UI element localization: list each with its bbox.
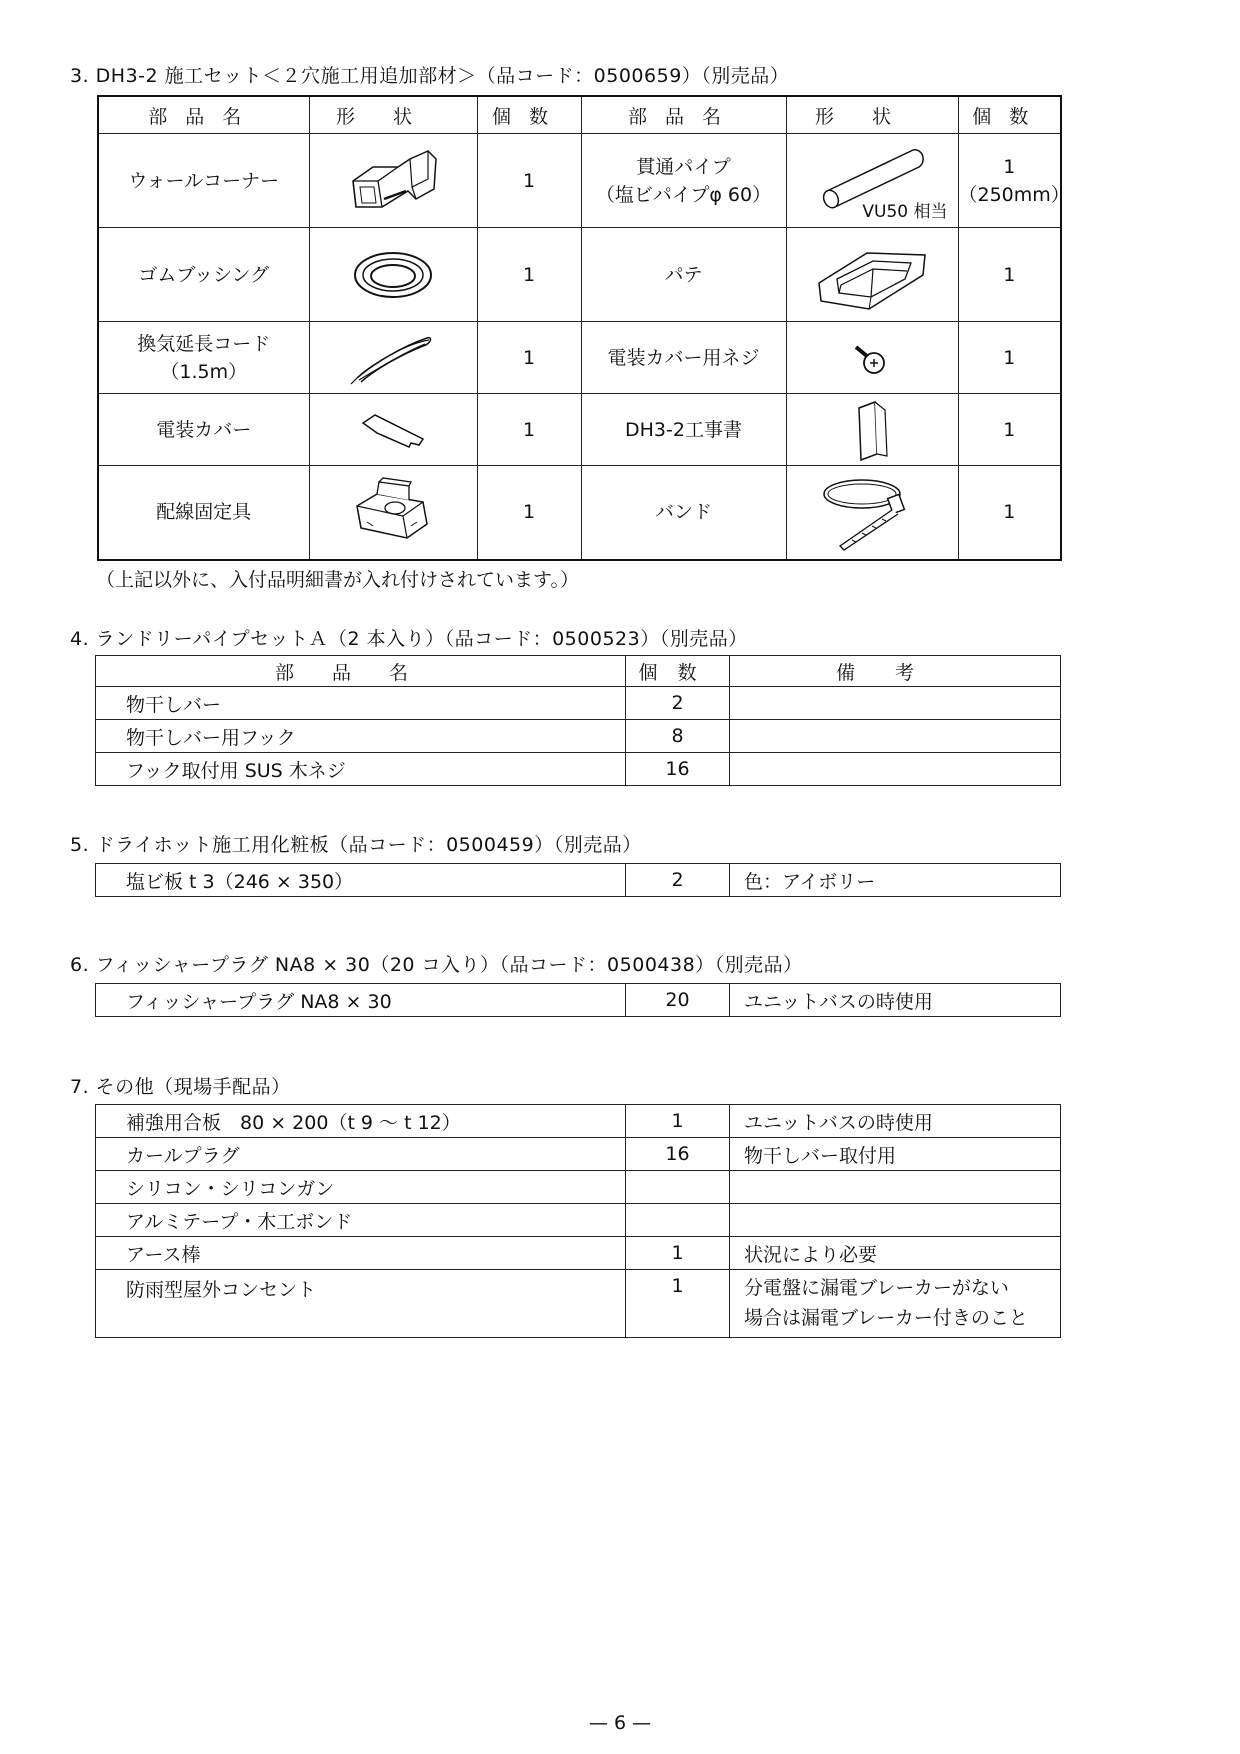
section4-heading: 4. ランドリーパイプセットＡ（2 本入り）（品コード：0500523）（別売品） [70,628,748,650]
item-remark: 色：アイボリー [730,864,1061,897]
table-row [96,1237,1061,1270]
item-name: 塩ビ板 t 3（246 × 350） [96,864,626,897]
item-remark [730,753,1061,786]
cover-plate-icon [309,394,477,466]
item-name: フィッシャープラグ NA8 × 30 [96,984,626,1017]
col-header-remarks: 備考 [730,656,1061,687]
item-qty: 2 [626,864,730,897]
cord-icon [309,322,477,394]
item-qty [626,1171,730,1204]
table-row [96,720,1061,753]
page-number: — 6 — [588,1712,652,1734]
part-qty: 1 [958,466,1061,560]
item-name: 物干しバー用フック [96,720,626,753]
item-remark [730,1204,1061,1237]
col-header-name: 部品名 [98,96,309,134]
part-qty: 1 [477,322,581,394]
part-qty-line2: （250mm） [958,183,1070,206]
item-remark [730,720,1061,753]
item-remark: 状況により必要 [730,1237,1061,1270]
item-name: 物干しバー [96,687,626,720]
item-qty: 1 [626,1270,730,1338]
screw-icon [786,322,958,394]
part-qty: 1 [477,466,581,560]
part-name [581,134,786,228]
item-name: アース棒 [96,1237,626,1270]
item-name: シリコン・シリコンガン [96,1171,626,1204]
table-row [96,864,1061,897]
col-header-qty: 個数 [477,96,581,134]
item-remark: ユニットバスの時使用 [730,1105,1061,1138]
item-remark [730,687,1061,720]
part-name-line2: （塩ビパイプφ 60） [595,183,772,206]
item-remark: 物干しバー取付用 [730,1138,1061,1171]
part-name-line1: 貫通パイプ [636,155,731,178]
item-qty: 20 [626,984,730,1017]
section3-parts-table [97,95,1070,561]
item-qty: 16 [626,1138,730,1171]
section6-heading: 6. フィッシャープラグ NA8 × 30（20 コ入り）（品コード：0500438）（別売品） [70,954,803,976]
part-name: 配線固定具 [98,466,309,560]
section6-table [95,983,1061,1017]
item-name: 防雨型屋外コンセント [96,1270,626,1338]
table-row [96,1105,1061,1138]
part-name [98,322,309,394]
col-header-shape: 形状 [786,96,958,134]
part-name-line1: 換気延長コード [137,332,271,355]
part-qty [958,134,1070,228]
col-header-qty: 個数 [958,96,1061,134]
item-name: カールプラグ [96,1138,626,1171]
part-name: DH3-2工事書 [581,394,786,466]
item-qty: 1 [626,1237,730,1270]
item-qty: 8 [626,720,730,753]
section4-table [95,655,1061,786]
table-row [98,322,1061,394]
pipe-note: VU50 相当 [862,202,948,222]
section3-heading: 3. DH3-2 施工セット＜２穴施工用追加部材＞（品コード：0500659）（別売品） [70,65,790,87]
col-header-shape: 形状 [309,96,477,134]
section7-heading: 7. その他（現場手配品） [70,1076,291,1098]
part-name: バンド [581,466,786,560]
section5-heading: 5. ドライホット施工用化粧板（品コード：0500459）（別売品） [70,834,642,856]
part-qty: 1 [477,228,581,322]
table-header-row [96,656,1061,687]
part-name: ウォールコーナー [98,134,309,228]
booklet-icon [786,394,958,466]
table-row [96,1138,1061,1171]
part-name: 電装カバー用ネジ [581,322,786,394]
item-remark-line1: 分電盤に漏電ブレーカーがない [744,1277,1009,1299]
item-name: 補強用合板 80 × 200（t 9 〜 t 12） [96,1105,626,1138]
part-qty-line1: 1 [1003,155,1016,178]
table-row [96,984,1061,1017]
table-row [98,466,1061,560]
part-qty: 1 [477,134,581,228]
table-header-row [98,96,1061,134]
table-row [96,753,1061,786]
item-qty [626,1204,730,1237]
part-qty: 1 [958,228,1061,322]
item-qty: 16 [626,753,730,786]
item-remark [730,1171,1061,1204]
cable-clip-icon [309,466,477,560]
section3-note: （上記以外に、入付品明細書が入れ付けされています。） [96,569,579,591]
item-remark-line2: 場合は漏電ブレーカー付きのこと [744,1307,1028,1329]
wall-corner-icon [309,134,477,228]
col-header-name: 部品名 [581,96,786,134]
item-qty: 2 [626,687,730,720]
item-name: アルミテープ・木工ボンド [96,1204,626,1237]
part-name: パテ [581,228,786,322]
part-qty: 1 [958,394,1061,466]
section7-table [95,1104,1061,1338]
table-row [96,687,1061,720]
item-remark: ユニットバスの時使用 [730,984,1061,1017]
section5-table [95,863,1061,897]
item-qty: 1 [626,1105,730,1138]
item-remark [730,1270,1061,1338]
table-row [98,228,1061,322]
pipe-icon [786,134,958,228]
part-name: 電装カバー [98,394,309,466]
cable-tie-icon [786,466,958,560]
table-row [98,134,1061,228]
table-row [96,1171,1061,1204]
rubber-bushing-icon [309,228,477,322]
table-row [98,394,1061,466]
putty-icon [786,228,958,322]
col-header-qty: 個数 [626,656,730,687]
item-name: フック取付用 SUS 木ネジ [96,753,626,786]
part-name-line2: （1.5m） [160,360,248,383]
part-name: ゴムブッシング [98,228,309,322]
part-qty: 1 [958,322,1061,394]
part-qty: 1 [477,394,581,466]
table-row [96,1270,1061,1338]
col-header-name: 部品名 [96,656,626,687]
table-row [96,1204,1061,1237]
